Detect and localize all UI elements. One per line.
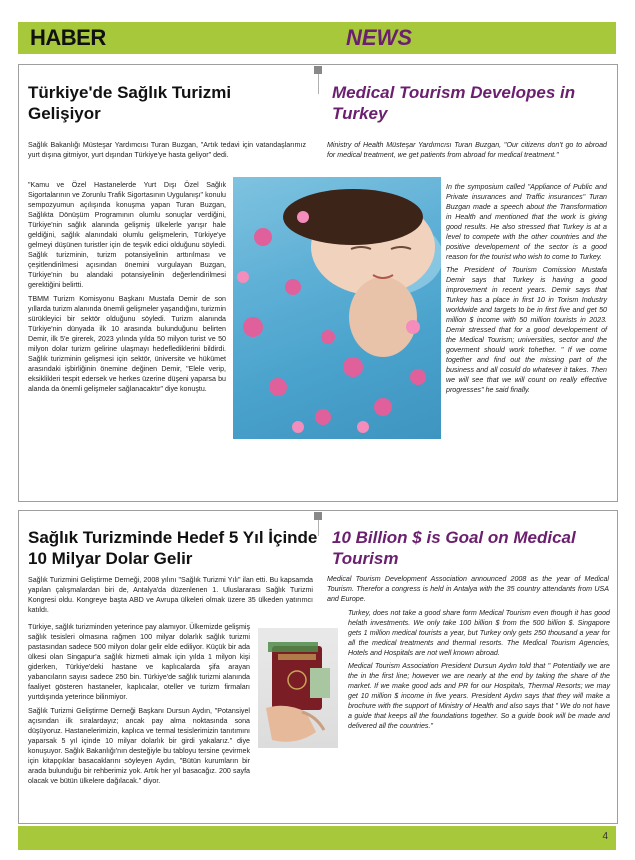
article-2-para-tr: Sağlık Turizmi Geliştirme Derneği Başkanı Dursun Aydın, "Potansiyel açısından ilk sıralardayız; ancak pay alma noktasında sona düşüyoruz. Hastanelerimizin, kaplıca ve termal tesislerimizin tanıtımını yaparsak 5 yıl içinde 10 milyar dolarlık bir girdi yakalarız." diye konuşuyor. Sağlık Bakanlığı'nın desteğiyle bu tabloyu tersine çevirmek için kitapçıklar basacaklarını söyleyen Aydın, "Bütün kurumların bir arada bulunduğu bir rehberimiz yok. Artık her yıl basacağız. 200 sayfa olacak ve bütün ülkelere dağılacak." diyor. [28,707,250,785]
passport-photo [258,628,338,748]
divider-marker [314,512,322,520]
article-2-title-en: 10 Billion $ is Goal on Medical Tourism [332,528,576,568]
article-1-intro-en [327,140,607,163]
article-1-title-tr: Türkiye'de Sağlık Turizmi Gelişiyor [28,83,232,123]
article-2-para-tr: Türkiye, sağlık turizminden yeterince pay alamıyor. Ülkemizde gelişmiş sağlık tesisleri olmasına rağmen 100 milyar dolarlık sağlık turizmi pastasından sadece 500 milyon dolar gelir elde ediliyor. Küçük bir ada ülkesi olan Singapur'a sağlık hizmeti almak için yılda 1 milyon kişi giderken, Türkiye'deki hastane ve kaplıcalarda şifa arayan yabancıların sayısı sadece 250 bin. Türkiye'de sağlık turizmi alanında faaliyet gösteren hastaneler, kaplıcalar, oteller ve turizm firmaları yurtdışında yeterince bilinmiyor. [28,623,250,701]
article-1-para-tr: TBMM Turizm Komisyonu Başkanı Mustafa Demir de son yıllarda turizm alanında önemli gelişmeler yaşandığını, turizmin sürükleyici bir sektör olduğunu söyledi. Turizm alanında Türkiye'nin dünyada ilk 10 arasında bulunduğunu belirten Demir, ilk 5'e girerek, 2023 yılında yılda 50 milyon turist ve 50 milyon dolar turizm gelirine ulaşmayı hedeflediklerini bildirdi. Sağlık turizminin gelişmesi için sektör, üniversite ve hükümet arasındaki işbirliğinin önemine değinen Demir, "Elele verip, eksiklikleri tespit edersek ve herkes üzerine düşeni yaparsa bu alanda da önemli gelişmeler sağlanacaktır" diye konuştu. [28,295,226,393]
article-1-para-en: The President of Tourism Comission Mustafa Demir says that Turkey is having a good improvement in recent years. Demir says that Turkey has a place in first 10 in Torism Industry worldwide and targets to be in first five and get 50 million $ income with 50 million tourists in 2023. Demir stressed that for a good developement of the Medical Tourism; universities, sector and the goverment should work tohether. " If we come together and find out the missing part of the business and all cosuld do whatever it takes. Then we will see that we will count on really effective progresses" he said finally. [446,266,607,394]
page-number: 4 [602,831,608,842]
article-2-body-tr [28,622,250,790]
divider-marker [314,66,322,74]
footer-band [18,826,616,850]
section-title-tr: HABER [30,25,106,50]
article-2-intro-en [327,574,609,607]
article-1-para-tr: Sağlık Bakanlığı Müsteşar Yardımcısı Turan Buzgan, "Artık tedavi için vatandaşlarımız yurt dışına gitmiyor, yurt dışından Türkiye'ye hasta geliyor" dedi. [28,141,306,159]
article-2-para-en: Medical Tourism Association President Dursun Aydın told that " Potentially we are the in the first line; however we are nearly at the end by taking the share of the market. If we make good ads and PR for our Hospitals, Thermal Resorts; we may get 10 million $ income in five years. President Aydın says that they will make a brochure with the support of Ministry of Health and also says that " We do not have a guide that keeps all the foundations together. So a guide book will be made and delivered all the countries." [348,662,610,730]
article-1-para-tr: "Kamu ve Özel Hastanelerde Yurt Dışı Özel Sağlık Sigortalarının ve Zorunlu Trafik Sigortasının Uygulanışı" konulu sempozyumun açılışında konuşma yapan Turan Buzgan, Sağlıkta Dönüşüm Programının olumlu sonuçlar verdiğini, Türkiye'nin sağlık alanında gelişmiş ülkelerle yarışır hale geldiğini, sağlık alanındaki olumlu gelişmelerin, Türkiye'ye gelmeyi düşünen turistler için de teşvik edici olduğunu söyledi. Sağlık turizminin, turizm potansiyelinin arttırılması ve çeşitlendirilmesi açısından önemini vurgulayan Buzgan, Türkiye'nin bu alandaki potansiyelinin değerlendirilmesi gerektiğini belirtti. [28,181,226,289]
header-band [18,22,616,54]
article-2-intro-tr [28,575,313,619]
article-2-para-en: Medical Tourism Development Association announced 2008 as the year of Medical Tourism. Therefor a congress is held in Antalya with the 35 country attendants from USA and Europe. [327,575,609,603]
article-1-para-en: In the symposium called "Appliance of Public and Private insurances and Traffic insurances" Turan Buzgan made a speech about the Transformation in Health and mentioned that the work is giving good results. He also stressed that Turkey is at a level to compete with the other countries and the positive developement of the sector is a good reason for the tourist who wish to come to Turkey. [446,183,607,261]
article-2-para-en: Turkey, does not take a good share form Medical Tourism even though it has good helath investments. We only take 100 billion $ from the 500 billion $. Singapore gets 1 million medical tourists a year, but Turkey only gets 250 thousand a year for all the medical treatments and thermal resorts. The Medical Tourism Agencies, Hotels and Hospitals are not well known abroad. [348,609,610,657]
article-1-title-en: Medical Tourism Developes in Turkey [332,83,576,123]
passport-illustration [258,628,338,748]
article-1-body-en [446,182,607,398]
spa-photo-illustration [233,177,441,439]
article-1-intro-tr [28,140,306,164]
article-1-body-tr [28,180,226,398]
article-2-body-en [348,608,610,734]
article-2-title-tr: Sağlık Turizminde Hedef 5 Yıl İçinde 10 Milyar Dolar Gelir [28,528,318,568]
article-1-para-en: Ministry of Health Müsteşar Yardımcısı Turan Buzgan, "Our citizens don't go to abroad for medical treatment, we get patients from abroad for medical treatment." [327,141,607,159]
spa-woman-photo [233,177,441,439]
section-title-en: NEWS [346,25,412,50]
article-2-para-tr: Sağlık Turizmini Geliştirme Derneği, 2008 yılını "Sağlık Turizmi Yılı" ilan etti. Bu kapsamda yapılan çalışmalardan biri de, Antalya'da düzenlenen 1. Uluslararası Sağlık Turizmi Kongresi oldu. Kongreye başta ABD ve Avrupa ülkeleri olmak üzere 35 ülkeden yatırımcı katıldı. [28,576,313,614]
